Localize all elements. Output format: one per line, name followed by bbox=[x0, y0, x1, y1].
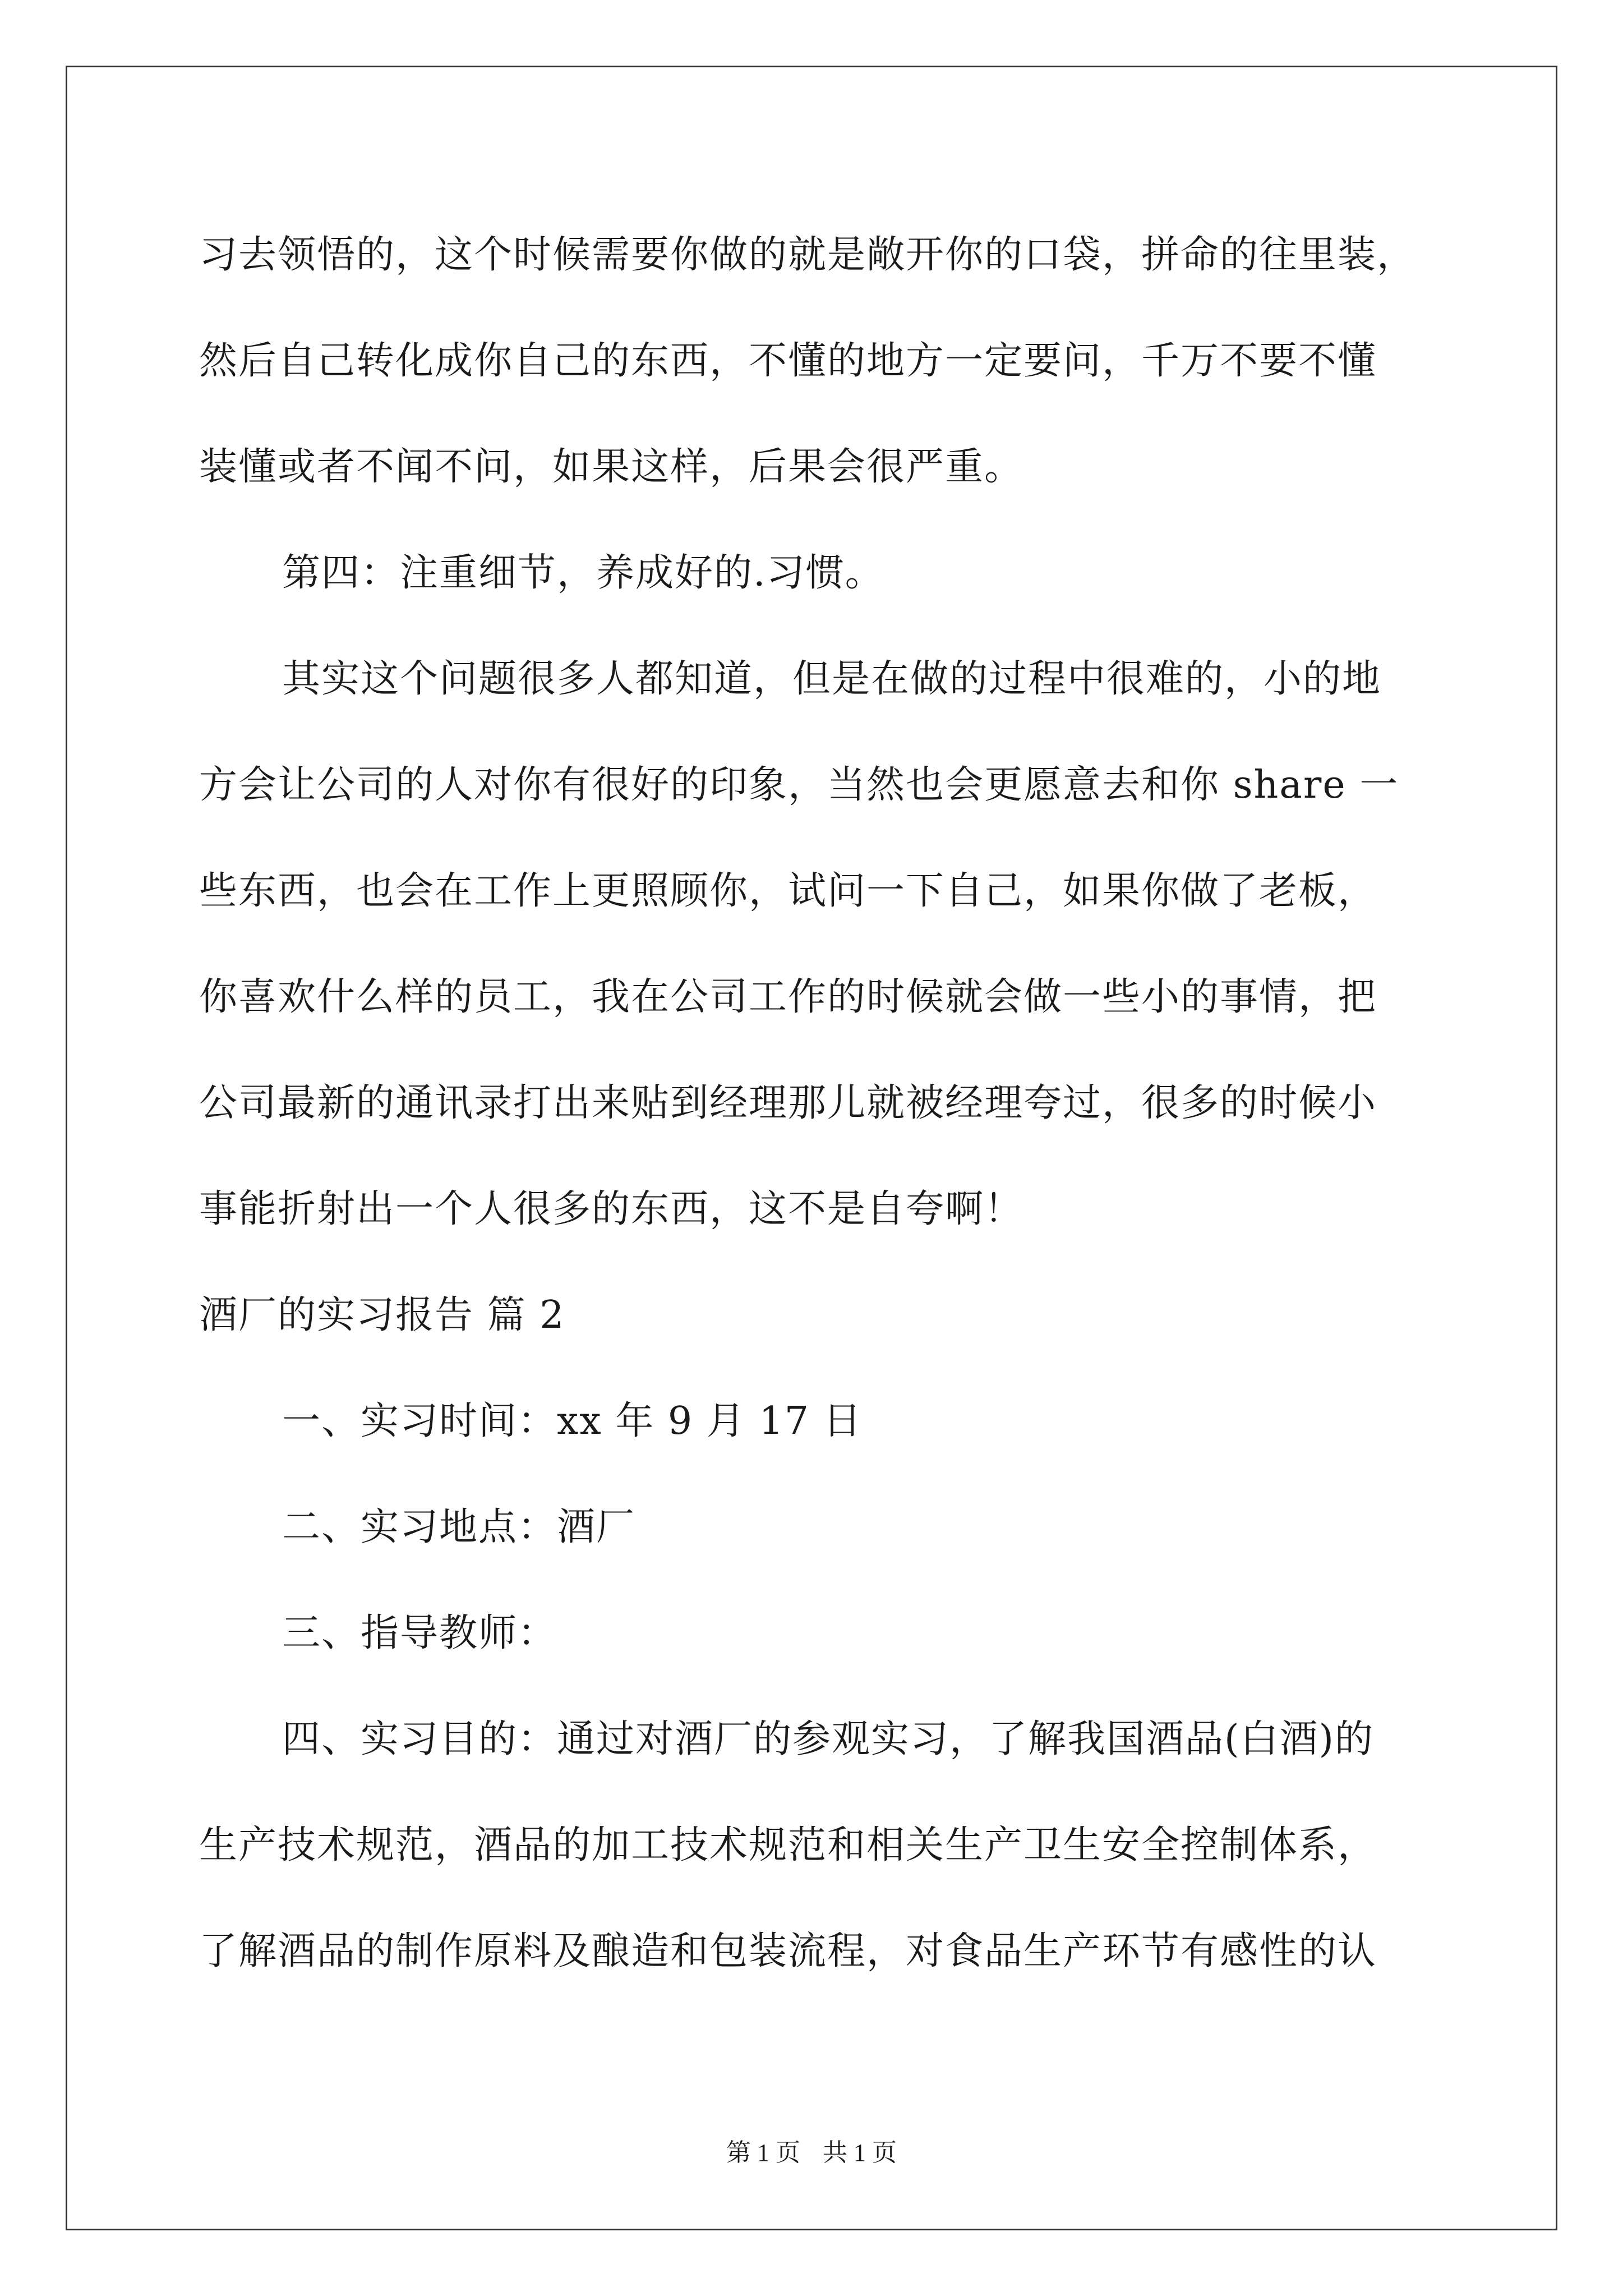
internship-time: 一、实习时间：xx 年 9 月 17 日 bbox=[282, 1399, 863, 1443]
internship-purpose: 四、实习目的：通过对酒厂的参观实习，了解我国酒品(白酒)的 bbox=[282, 1717, 1375, 1761]
paragraph-line: 方会让公司的人对你有很好的印象，当然也会更愿意去和你 share 一 bbox=[199, 763, 1399, 807]
paragraph-line: 公司最新的通讯录打出来贴到经理那儿就被经理夸过，很多的时候小 bbox=[199, 1081, 1377, 1125]
paragraph-line: 生产技术规范，酒品的加工技术规范和相关生产卫生安全控制体系， bbox=[199, 1823, 1377, 1867]
supervising-teacher: 三、指导教师： bbox=[282, 1611, 557, 1655]
page-footer bbox=[0, 2136, 1623, 2170]
internship-location: 二、实习地点：酒厂 bbox=[282, 1505, 636, 1549]
report-title: 酒厂的实习报告 篇 2 bbox=[199, 1293, 565, 1337]
page-number: 第 1 页 bbox=[726, 2139, 800, 2166]
paragraph-line: 些东西，也会在工作上更照顾你，试问一下自己，如果你做了老板， bbox=[199, 869, 1377, 913]
paragraph-line: 装懂或者不闻不问，如果这样，后果会很严重。 bbox=[199, 445, 1024, 489]
paragraph-line: 事能折射出一个人很多的东西，这不是自夸啊！ bbox=[199, 1187, 1024, 1231]
paragraph-line: 你喜欢什么样的员工，我在公司工作的时候就会做一些小的事情，把 bbox=[199, 975, 1377, 1019]
document-body bbox=[199, 202, 1467, 2004]
paragraph-line: 习去领悟的，这个时候需要你做的就是敞开你的口袋，拼命的往里装， bbox=[199, 233, 1417, 277]
paragraph-line: 了解酒品的制作原料及酿造和包装流程，对食品生产环节有感性的认 bbox=[199, 1929, 1377, 1973]
page-total: 共 1 页 bbox=[823, 2139, 897, 2166]
paragraph-line: 其实这个问题很多人都知道，但是在做的过程中很难的，小的地 bbox=[282, 657, 1382, 701]
paragraph-line: 然后自己转化成你自己的东西，不懂的地方一定要问，千万不要不懂 bbox=[199, 339, 1377, 383]
section-heading-4: 第四：注重细节，养成好的.习惯。 bbox=[282, 551, 884, 595]
